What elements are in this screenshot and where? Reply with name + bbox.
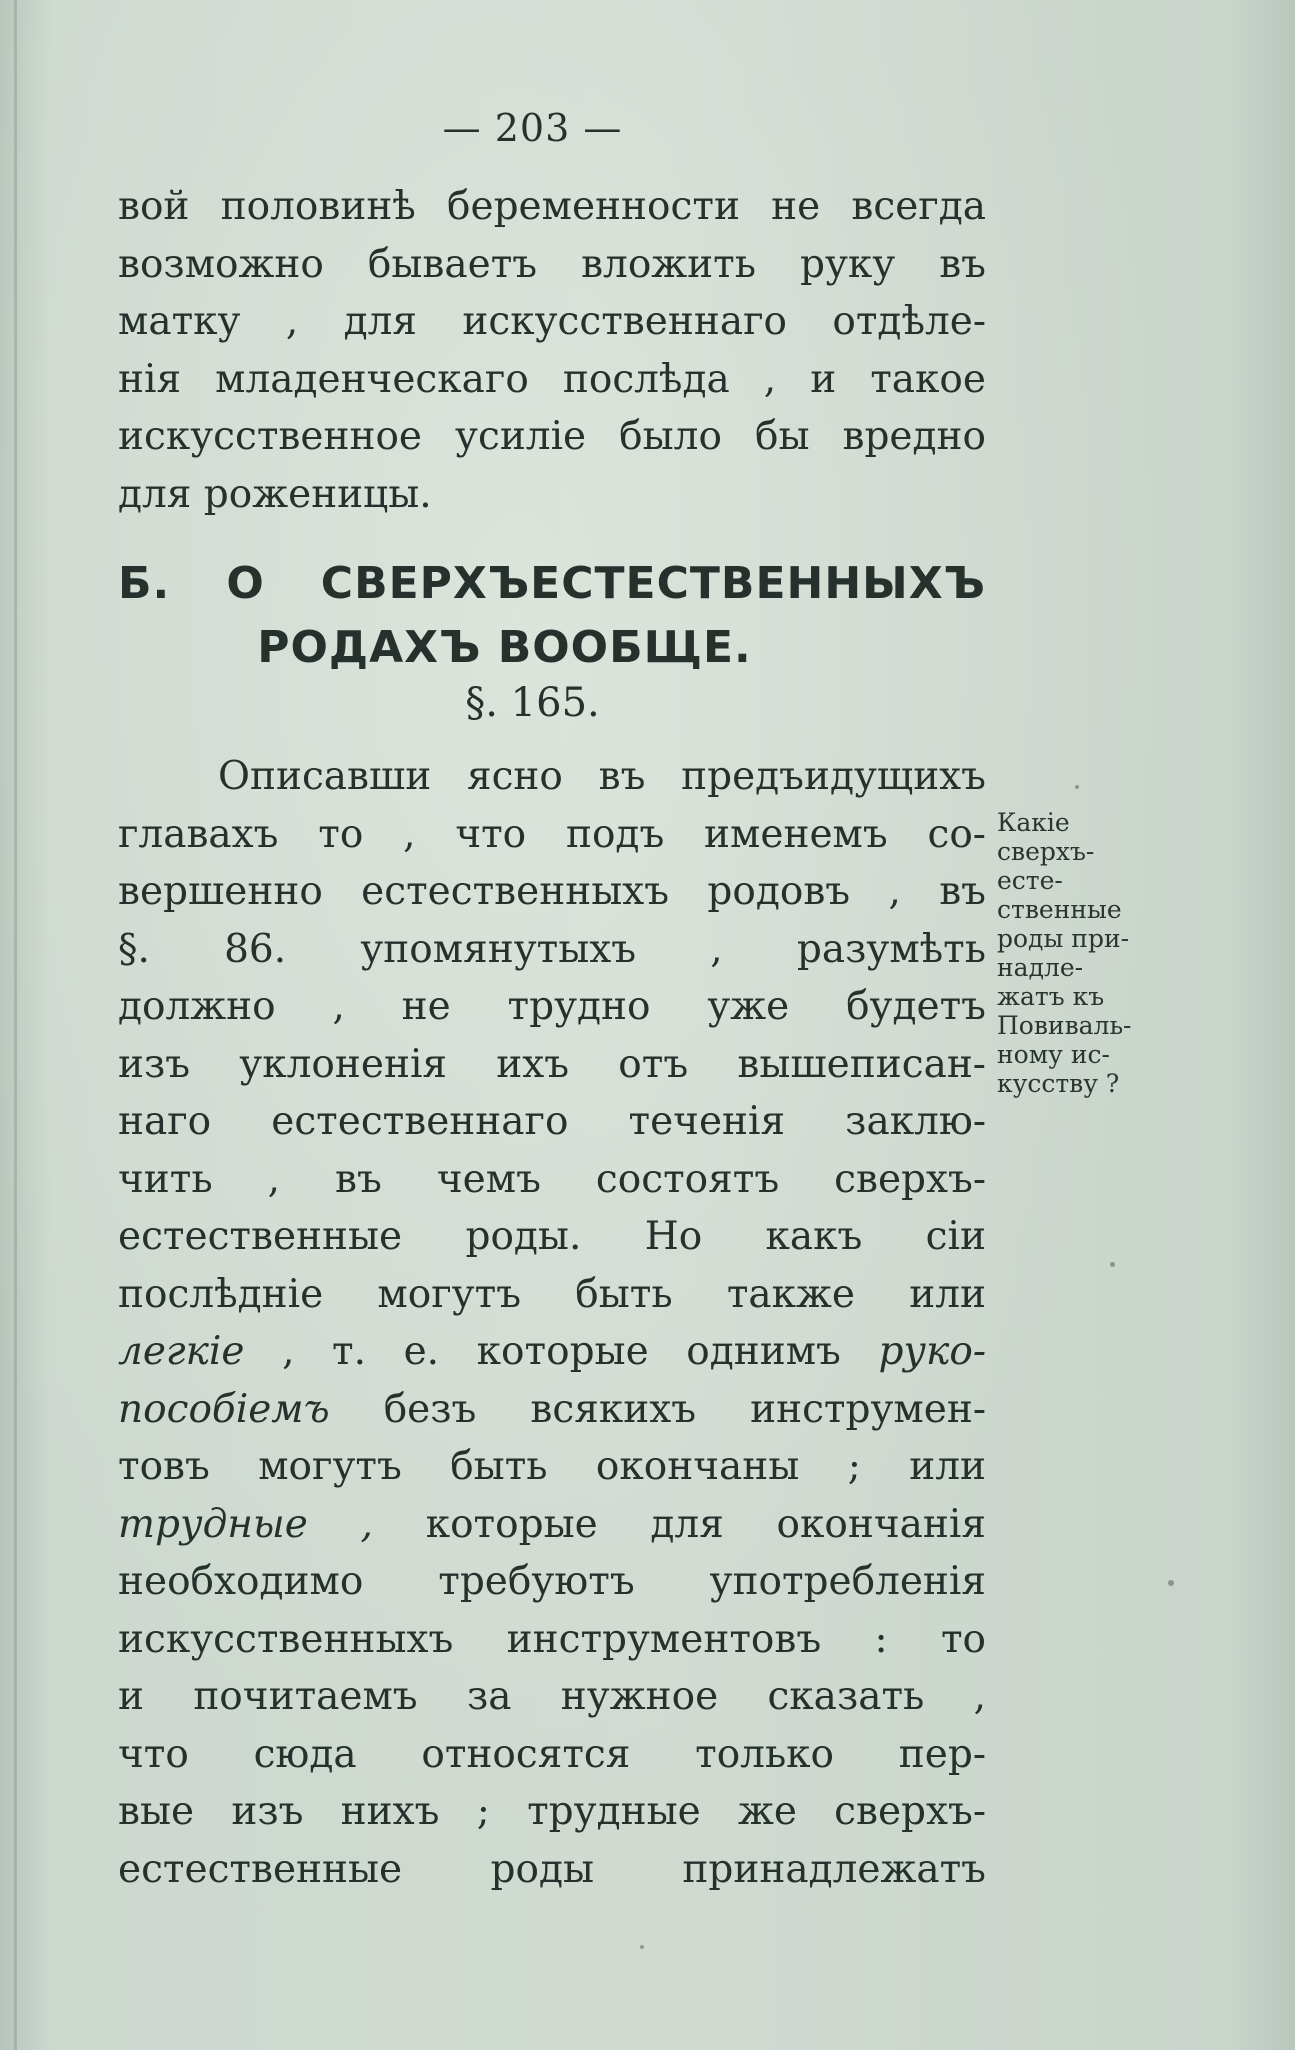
text-span: , т. е. которые однимъ xyxy=(282,1329,841,1374)
main-paragraph xyxy=(118,748,986,1898)
margin-note-line: ному ис- xyxy=(997,1040,1110,1069)
text-line: возможно бываетъ вложить руку въ xyxy=(118,241,986,287)
chapter-heading xyxy=(118,552,986,680)
text-line: необходимо требуютъ употребленія xyxy=(118,1559,986,1604)
margin-note-line: Повиваль- xyxy=(997,1011,1132,1040)
italic-word: пособіемъ xyxy=(118,1386,330,1432)
margin-note-line: ственные xyxy=(997,895,1122,924)
text-line xyxy=(118,1381,986,1439)
text-line: для роженицы. xyxy=(118,471,432,517)
italic-word: руко- xyxy=(878,1329,987,1374)
margin-note-line: есте- xyxy=(997,866,1063,895)
text-span: которые для окончанія xyxy=(425,1501,986,1547)
text-line: товъ могутъ быть окончаны ; или xyxy=(118,1444,986,1489)
margin-note-line: жатъ къ xyxy=(997,982,1105,1011)
text-line xyxy=(118,1323,986,1381)
text-line: §. 86. упомянутыхъ , разумѣть xyxy=(118,926,986,972)
paper-speck xyxy=(1110,1262,1115,1267)
text-line: послѣдніе могутъ быть также или xyxy=(118,1271,986,1317)
italic-word: легкіе xyxy=(118,1329,245,1374)
top-paragraph xyxy=(118,178,986,523)
text-line: чить , въ чемъ состоятъ сверхъ- xyxy=(118,1156,986,1202)
text-line: что сюда относятся только пер- xyxy=(118,1731,986,1777)
italic-word: трудные , xyxy=(118,1501,373,1547)
margin-note xyxy=(997,808,1197,1098)
text-span: безъ всякихъ инструмен- xyxy=(383,1386,986,1432)
paper-speck xyxy=(1075,785,1079,789)
text-line: изъ уклоненія ихъ отъ вышеписан- xyxy=(118,1041,986,1087)
margin-note-line: Какіе xyxy=(997,808,1070,837)
page-number: — 203 — xyxy=(442,106,623,150)
page-gutter xyxy=(14,0,17,2050)
text-line: Описавши ясно въ предъидущихъ xyxy=(218,754,986,799)
margin-note-line: надле- xyxy=(997,953,1084,982)
text-line: матку , для искусственнаго отдѣле- xyxy=(118,299,986,344)
paper-speck xyxy=(1168,1580,1174,1586)
text-line: и почитаемъ за нужное сказать , xyxy=(118,1674,986,1719)
heading-line-1: Б. О СВЕРХЪЕСТЕСТВЕННЫХЪ xyxy=(118,558,986,609)
paper-speck xyxy=(640,1945,644,1949)
text-line: естественные роды принадлежатъ xyxy=(118,1846,986,1892)
text-line: наго естественнаго теченія заклю- xyxy=(118,1099,986,1144)
text-line xyxy=(118,1496,986,1554)
heading-line-2: РОДАХЪ ВООБЩЕ. xyxy=(257,622,752,673)
text-line: вершенно естественныхъ родовъ , въ xyxy=(118,869,986,914)
text-line: нія младенческаго послѣда , и такое xyxy=(118,356,986,402)
margin-note-line: сверхъ- xyxy=(997,837,1095,866)
text-line: естественные роды. Но какъ сіи xyxy=(118,1214,986,1259)
text-line: искусственное усиліе было бы вредно xyxy=(118,414,986,459)
margin-note-line: роды при- xyxy=(997,924,1130,953)
margin-note-line: кусству ? xyxy=(997,1069,1120,1098)
text-line: главахъ то , что подъ именемъ со- xyxy=(118,811,986,857)
text-line: искусственныхъ инструментовъ : то xyxy=(118,1616,986,1662)
text-line: вой половинѣ беременности не всегда xyxy=(118,184,986,229)
section-number: §. 165. xyxy=(465,680,600,726)
text-line: вые изъ нихъ ; трудные же сверхъ- xyxy=(118,1789,986,1834)
text-line: должно , не трудно уже будетъ xyxy=(118,984,986,1029)
